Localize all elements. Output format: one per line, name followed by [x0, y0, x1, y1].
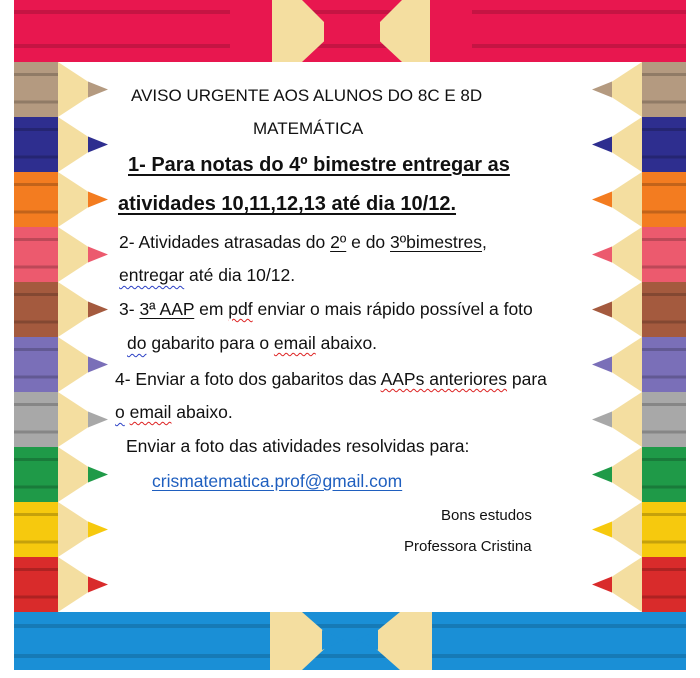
left-pencil-lead — [88, 577, 108, 593]
left-pencil-stripe — [14, 238, 58, 241]
item1-line1: 1- Para notas do 4º bimestre entregar as — [128, 154, 510, 176]
left-pencil-body — [14, 62, 58, 117]
right-pencil-body — [642, 117, 686, 172]
top-band-cover — [230, 0, 272, 62]
right-pencil-stripe — [642, 156, 686, 159]
left-pencil-body — [14, 117, 58, 172]
left-pencil-body — [14, 557, 58, 612]
left-pencil-stripe — [14, 541, 58, 544]
left-pencil-stripe — [14, 458, 58, 461]
right-pencil-stripe — [642, 596, 686, 599]
right-pencil-stripe — [642, 513, 686, 516]
left-pencil-lead — [88, 357, 108, 373]
right-pencil-stripe — [642, 211, 686, 214]
left-pencil-lead — [88, 412, 108, 428]
left-pencil-stripe — [14, 321, 58, 324]
left-pencil-stripe — [14, 403, 58, 406]
left-pencil-stripe — [14, 568, 58, 571]
left-pencil-lead — [88, 302, 108, 318]
signature-text: Professora Cristina — [404, 538, 532, 555]
right-pencil-lead — [592, 577, 612, 593]
left-pencil-stripe — [14, 348, 58, 351]
item2-line2: entregar até dia 10/12. — [119, 265, 296, 285]
right-pencil-body — [642, 227, 686, 282]
right-pencil-body — [642, 282, 686, 337]
right-pencil-stripe — [642, 568, 686, 571]
left-pencil-body — [14, 337, 58, 392]
left-pencil-body — [14, 282, 58, 337]
right-pencil-stripe — [642, 293, 686, 296]
right-pencil-body — [642, 392, 686, 447]
left-pencil-stripe — [14, 486, 58, 489]
right-pencil-body — [642, 557, 686, 612]
left-pencil-lead — [88, 467, 108, 483]
left-pencil-stripe — [14, 73, 58, 76]
right-pencil-body — [642, 62, 686, 117]
right-pencil-body — [642, 502, 686, 557]
bottom-band-stripe — [14, 624, 686, 628]
item3-line2: do gabarito para o email abaixo. — [127, 333, 378, 353]
left-pencil-body — [14, 172, 58, 227]
left-pencil-stripe — [14, 431, 58, 434]
right-pencil-stripe — [642, 321, 686, 324]
left-pencil-body — [14, 227, 58, 282]
item2-line1: 2- Atividades atrasadas do 2º e do 3ºbimestres, — [119, 232, 487, 252]
item3-line1: 3- 3ª AAP em pdf enviar o mais rápido possível a foto — [119, 299, 533, 319]
item1-line2: atividades 10,11,12,13 até dia 10/12. — [118, 193, 457, 215]
right-pencil-lead — [592, 302, 612, 318]
right-pencil-stripe — [642, 431, 686, 434]
item4-line1: 4- Enviar a foto dos gabaritos das AAPs anteriores para — [115, 369, 547, 389]
left-pencil-body — [14, 447, 58, 502]
left-pencil-body — [14, 502, 58, 557]
right-pencil-lead — [592, 137, 612, 153]
item4-line2: o email abaixo. — [115, 402, 233, 422]
top-band-cover — [430, 0, 472, 62]
left-pencil-stripe — [14, 211, 58, 214]
left-pencil-stripe — [14, 376, 58, 379]
right-pencil-stripe — [642, 376, 686, 379]
top-band-stripe — [14, 44, 686, 48]
right-pencil-body — [642, 337, 686, 392]
notice-title: AVISO URGENTE AOS ALUNOS DO 8C E 8D — [131, 86, 483, 105]
left-pencil-body — [14, 392, 58, 447]
send-instruction: Enviar a foto das atividades resolvidas para: — [126, 436, 470, 456]
left-pencil-lead — [88, 247, 108, 263]
right-pencil-lead — [592, 82, 612, 98]
right-pencil-stripe — [642, 541, 686, 544]
right-pencil-stripe — [642, 348, 686, 351]
left-pencil-stripe — [14, 293, 58, 296]
right-pencil-lead — [592, 247, 612, 263]
left-pencil-lead — [88, 137, 108, 153]
right-pencil-lead — [592, 412, 612, 428]
right-pencil-lead — [592, 522, 612, 538]
right-pencil-body — [642, 447, 686, 502]
left-pencil-lead — [88, 82, 108, 98]
right-pencil-body — [642, 172, 686, 227]
top-band-stripe — [14, 10, 686, 14]
top-pencil-band — [14, 0, 686, 62]
right-pencil-stripe — [642, 266, 686, 269]
left-pencil-lead — [88, 192, 108, 208]
right-pencil-stripe — [642, 101, 686, 104]
left-pencil-stripe — [14, 156, 58, 159]
bottom-band-stripe — [14, 654, 686, 658]
right-pencil-lead — [592, 467, 612, 483]
right-pencil-stripe — [642, 486, 686, 489]
bottom-pencil-band — [14, 612, 686, 670]
left-pencil-stripe — [14, 128, 58, 131]
right-pencil-stripe — [642, 458, 686, 461]
closing-text: Bons estudos — [441, 507, 532, 524]
right-pencil-stripe — [642, 128, 686, 131]
right-pencil-stripe — [642, 73, 686, 76]
email-link[interactable]: crismatematica.prof@gmail.com — [152, 471, 403, 491]
left-pencil-stripe — [14, 266, 58, 269]
right-pencil-stripe — [642, 238, 686, 241]
left-pencil-stripe — [14, 183, 58, 186]
left-pencil-lead — [88, 522, 108, 538]
left-pencil-stripe — [14, 101, 58, 104]
left-pencil-stripe — [14, 596, 58, 599]
right-pencil-lead — [592, 192, 612, 208]
right-pencil-lead — [592, 357, 612, 373]
right-pencil-stripe — [642, 403, 686, 406]
notice-subject: MATEMÁTICA — [253, 119, 364, 138]
left-pencil-stripe — [14, 513, 58, 516]
right-pencil-stripe — [642, 183, 686, 186]
